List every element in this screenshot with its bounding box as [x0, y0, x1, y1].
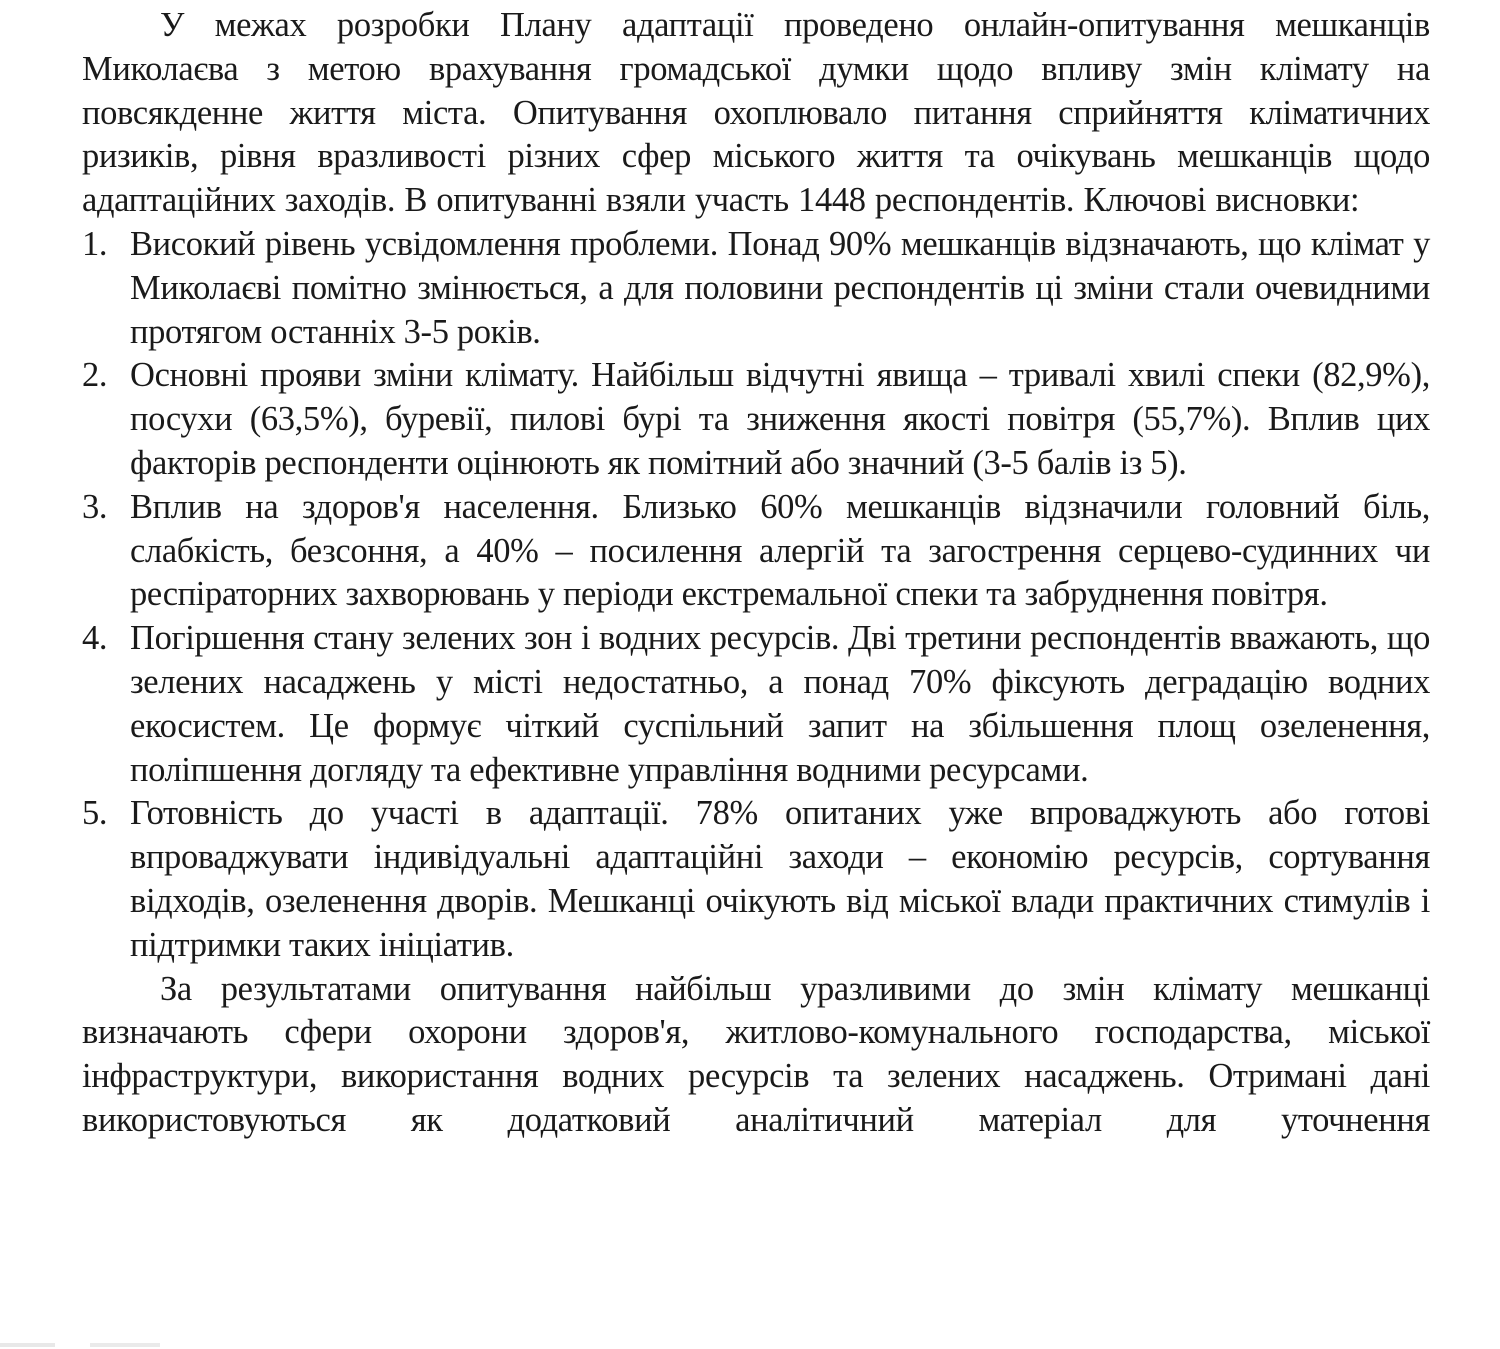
list-number: 2.: [82, 356, 108, 395]
finding-item-5: [82, 792, 1430, 967]
list-number: 3.: [82, 487, 108, 526]
list-number: 4.: [82, 619, 108, 658]
finding-text: Основні прояви зміни клімату. Найбільш відчутні явища – тривалі хвилі спеки (82,9%), посухи (63,5%), буревії, пилові бурі та зниження якості повітря (55,7%). Вплив цих факторів респонденти оцінюють як помітний або значний (3-5 балів із 5).: [130, 356, 1430, 482]
list-number: 1.: [82, 224, 108, 263]
finding-text: Погіршення стану зелених зон і водних ресурсів. Дві третини респондентів вважають, що зелених насаджень у місті недостатньо, а понад 70% фіксують деградацію водних екосистем. Це формує чіткий суспільний запит на збільшення площ озеленення, поліпшення догляду та ефективне управління водними ресурсами.: [130, 619, 1430, 789]
finding-text: Високий рівень усвідомлення проблеми. Понад 90% мешканців відзначають, що клімат у Миколаєві помітно змінюється, а для половини респондентів ці зміни стали очевидними протягом останніх 3-5 років.: [130, 224, 1430, 351]
cropped-text-remnant: [0, 1343, 160, 1347]
intro-paragraph: У межах розробки Плану адаптації проведено онлайн-опитування мешканців Миколаєва з метою врахування громадської думки щодо впливу змін клімату на повсякденне життя міста. Опитування охоплювало питання сприйняття кліматичних ризиків, рівня вразливості різних сфер міського життя та очікувань мешканців щодо адаптаційних заходів. В опитуванні взяли участь 1448 респондентів. Ключові висновки:: [82, 6, 1430, 220]
finding-item-4: [82, 617, 1430, 792]
document-page: [82, 0, 1430, 1143]
finding-text: Вплив на здоров'я населення. Близько 60% мешканців відзначили головний біль, слабкість, безсоння, а 40% – посилення алергій та загострення серцево-судинних чи респіраторних захворювань у періоди екстремальної спеки та забруднення повітря.: [130, 487, 1430, 614]
closing-paragraph: За результатами опитування найбільш уразливими до змін клімату мешканці визначають сфери охорони здоров'я, житлово-комунального господарства, міської інфраструктури, використання водних ресурсів та зелених насаджень. Отримані дані використовуються як додатковий аналітичний матеріал для уточнення: [82, 969, 1430, 1139]
key-findings-list: [82, 223, 1430, 968]
finding-text: Готовність до участі в адаптації. 78% опитаних уже впроваджують або готові впроваджувати індивідуальні адаптаційні заходи – економію ресурсів, сортування відходів, озеленення дворів. Мешканці очікують від міської влади практичних стимулів і підтримки таких ініціатив.: [130, 794, 1430, 964]
finding-item-1: [82, 223, 1430, 354]
finding-item-3: [82, 486, 1430, 617]
list-number: 5.: [82, 794, 108, 833]
finding-item-2: [82, 354, 1430, 485]
